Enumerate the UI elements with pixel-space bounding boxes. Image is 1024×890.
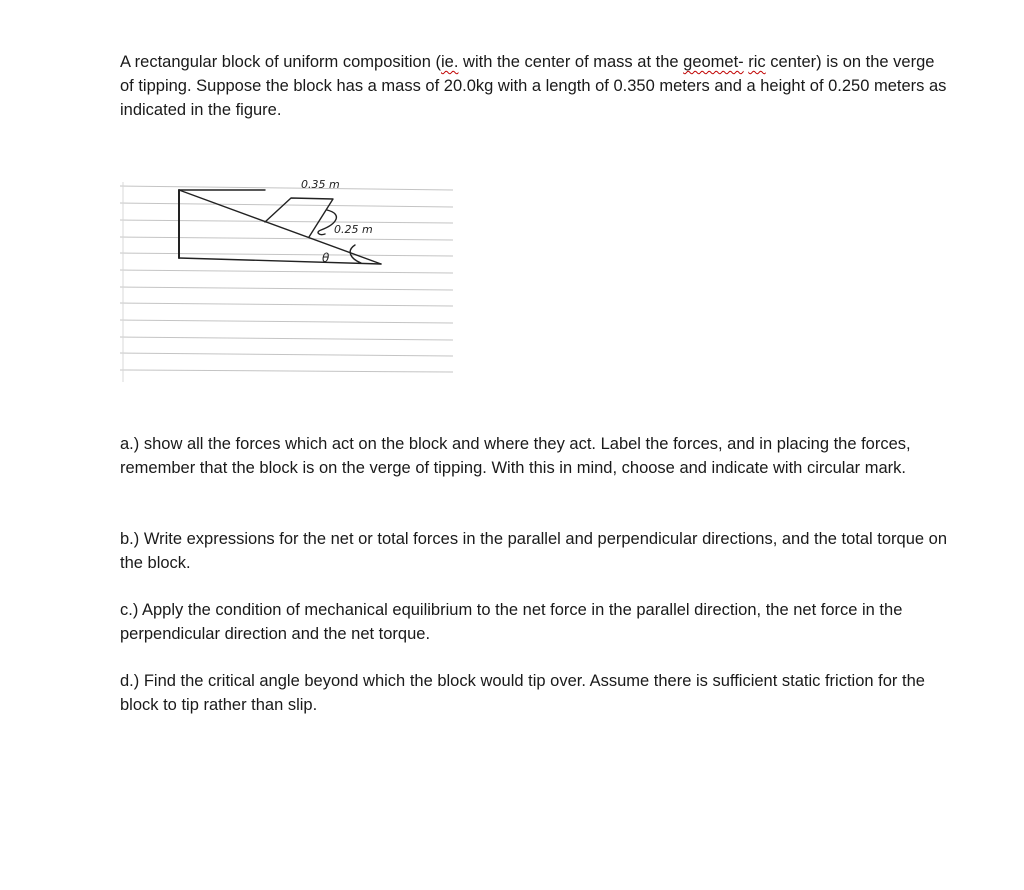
- question-b: b.) Write expressions for the net or total forces in the parallel and perpendicular directions, and the total torque on the block.: [120, 530, 947, 572]
- question-c: c.) Apply the condition of mechanical equilibrium to the net force in the parallel direction, the net force in the perpendicular direction and the net torque.: [120, 601, 903, 643]
- notebook-ruled-lines: [120, 182, 453, 382]
- incline-base: [179, 258, 381, 264]
- intro-ric-misspelled: ric: [748, 53, 766, 71]
- intro-ie-misspelled: ie.: [441, 53, 459, 71]
- question-d: d.) Find the critical angle beyond which the block would tip over. Assume there is sufficient static friction for the block to tip rather than slip.: [120, 672, 925, 714]
- angle-label: θ: [322, 251, 330, 265]
- problem-statement: [120, 50, 950, 122]
- block-outline: [265, 198, 333, 237]
- height-label: 0.25 m: [334, 223, 373, 236]
- intro-text-4: center) is on the verge of tipping. Suppose the block has a mass of 20.0kg with a length of 0.350 meters and a height of 0.250 meters as indicated in the figure.: [120, 53, 947, 119]
- question-a: a.) show all the forces which act on the block and where they act. Label the forces, and in placing the forces, remember that the block is on the verge of tipping. With this in mind, choose and indicate with circular mark.: [120, 435, 911, 477]
- intro-text-1: A rectangular block of uniform composition (: [120, 53, 441, 71]
- length-label: 0.35 m: [301, 178, 340, 191]
- incline-block-figure: [115, 170, 460, 385]
- intro-text-2: with the center of mass at the: [458, 53, 684, 71]
- intro-geomet-misspelled: geomet-: [683, 53, 744, 71]
